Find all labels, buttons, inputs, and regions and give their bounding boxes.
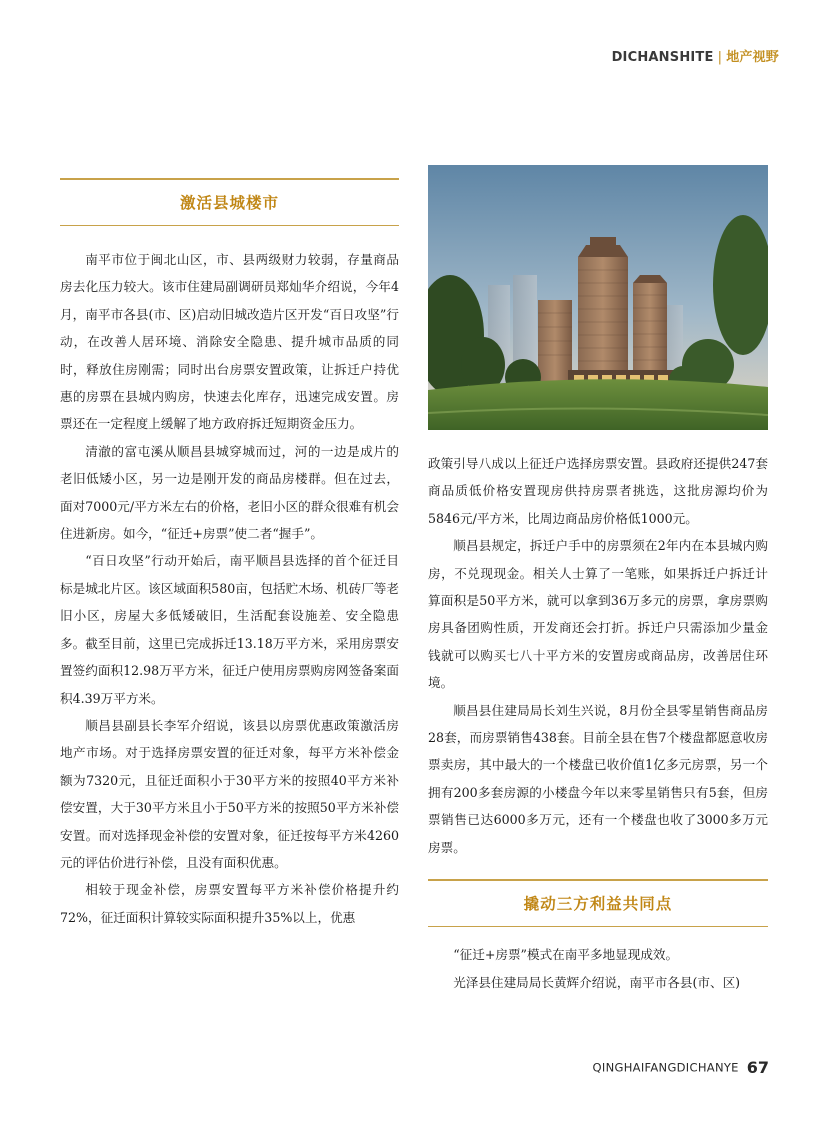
paragraph: 顺昌县副县长李军介绍说，该县以房票优惠政策激活房地产市场。对于选择房票安置的征迁对象，每平方米补偿金额为7320元，且征迁面积小于30平方米的按照40平方米补偿安置，大于30平方米且小于50平方米的按照50平方米补偿安置。而对选择现金补偿的安置对象，征迁按每平方米4260元的评估价进行补偿，且没有面积优惠。 bbox=[60, 717, 399, 870]
header-brand: DICHANSHITE bbox=[611, 50, 714, 65]
section-title: 撬动三方利益共同点 bbox=[523, 895, 673, 914]
heading-rule-bottom bbox=[428, 926, 768, 927]
right-column bbox=[428, 165, 768, 996]
paragraph: 光泽县住建局局长黄辉介绍说，南平市各县(市、区) bbox=[453, 974, 741, 990]
left-column bbox=[60, 178, 399, 931]
paragraph: “征迁+房票”模式在南平多地显现成效。 bbox=[453, 947, 679, 963]
header-separator: | bbox=[717, 50, 723, 65]
heading-rule-top bbox=[428, 879, 768, 881]
paragraph: 相较于现金补偿，房票安置每平方米补偿价格提升约72%，征迁面积计算较实际面积提升35%以上，优惠 bbox=[60, 882, 399, 925]
paragraph: 清澈的富屯溪从顺昌县城穿城而过，河的一边是成片的老旧低矮小区，另一边是刚开发的商品房楼群。但在过去，面对7000元/平方米左右的价格，老旧小区的群众很难有机会住进新房。如今，“征迁+房票”使二者“握手”。 bbox=[60, 443, 399, 542]
building-photo bbox=[428, 165, 768, 430]
page-footer bbox=[593, 1057, 769, 1077]
paragraph-continuation: 政策引导八成以上征迁户选择房票安置。县政府还提供247套商品质低价格安置现房供持房票者挑选，这批房源均价为5846元/平方米，比周边商品房价格低1000元。 bbox=[428, 456, 768, 526]
publication-name: QINGHAIFANGDICHANYE bbox=[592, 1060, 739, 1075]
heading-rule-top bbox=[60, 178, 399, 180]
paragraph: 顺昌县规定，拆迁户手中的房票须在2年内在本县城内购房，不兑现现金。相关人士算了一笔账，如果拆迁户拆迁计算面积是50平方米，就可以拿到36万多元的房票，拿房票购房具备团购性质，开发商还会打折。拆迁户只需添加少量金钱就可以购买七八十平方米的安置房或商品房，改善居住环境。 bbox=[428, 538, 768, 691]
section-heading-first bbox=[60, 178, 399, 226]
header-section: 地产视野 bbox=[726, 50, 779, 65]
page-number: 67 bbox=[746, 1058, 769, 1077]
paragraph: “百日攻坚”行动开始后，南平顺昌县选择的首个征迁目标是城北片区。该区域面积580亩，包括贮木场、机砖厂等老旧小区，房屋大多低矮破旧，生活配套设施差、安全隐患多。截至目前，这里已完成拆迁13.18万平方米，采用房票安置签约面积12.98万平方米，征迁户使用房票购房网签备案面积4.39万平方米。 bbox=[60, 553, 399, 706]
paragraph: 顺昌县住建局局长刘生兴说，8月份全县零星销售商品房28套，而房票销售438套。目前全县在售7个楼盘都愿意收房票卖房，其中最大的一个楼盘已收价值1亿多元房票，另一个拥有200多套房源的小楼盘今年以来零星销售只有5套，但房票销售已达6000多万元，还有一个楼盘也收了3000多万元房票。 bbox=[428, 702, 768, 855]
page-header bbox=[612, 46, 779, 65]
section-heading-second bbox=[428, 879, 768, 927]
paragraph: 南平市位于闽北山区，市、县两级财力较弱，存量商品房去化压力较大。该市住建局副调研员郑灿华介绍说，今年4月，南平市各县(市、区)启动旧城改造片区开发“百日攻坚”行动，在改善人居环境、消除安全隐患、提升城市品质的同时，释放住房刚需；同时出台房票安置政策，让拆迁户持优惠的房票在县城内购房，快速去化库存，迅速完成安置。房票还在一定程度上缓解了地方政府拆迁短期资金压力。 bbox=[60, 252, 399, 432]
heading-rule-bottom bbox=[60, 225, 399, 226]
section-title: 激活县城楼市 bbox=[179, 194, 279, 212]
